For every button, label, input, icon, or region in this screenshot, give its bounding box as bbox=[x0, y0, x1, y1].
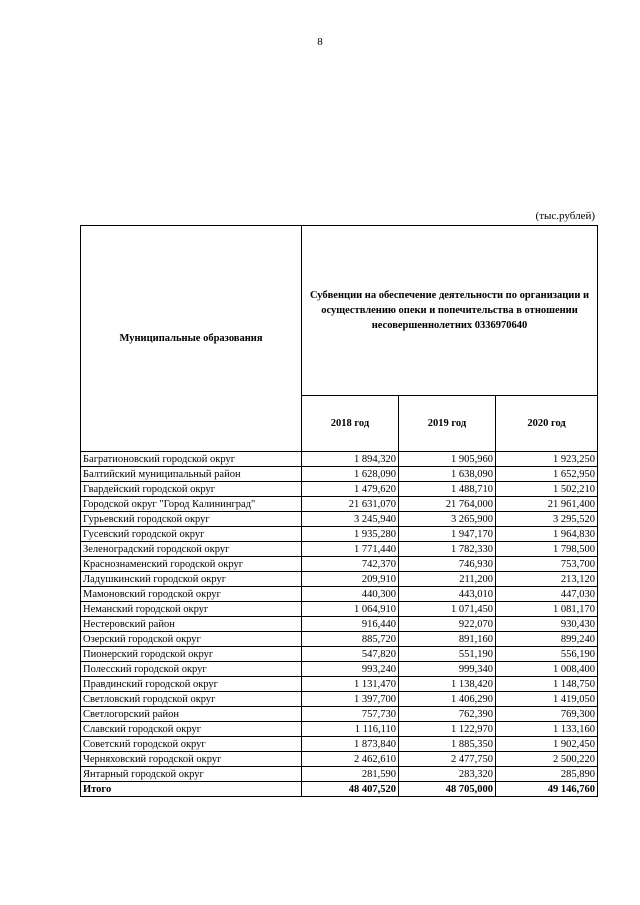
header-year-2019: 2019 год bbox=[399, 396, 496, 452]
value-2018: 209,910 bbox=[302, 572, 399, 587]
table-row bbox=[81, 632, 598, 647]
value-2018: 2 462,610 bbox=[302, 752, 399, 767]
total-2019: 48 705,000 bbox=[399, 782, 496, 797]
municipality-name: Черняховский городской округ bbox=[81, 752, 302, 767]
municipality-name: Нестеровский район bbox=[81, 617, 302, 632]
value-2020: 1 923,250 bbox=[496, 452, 598, 467]
value-2020: 1 964,830 bbox=[496, 527, 598, 542]
value-2020: 769,300 bbox=[496, 707, 598, 722]
value-2018: 993,240 bbox=[302, 662, 399, 677]
table-row bbox=[81, 527, 598, 542]
table-body bbox=[81, 452, 598, 782]
value-2020: 1 652,950 bbox=[496, 467, 598, 482]
value-2019: 999,340 bbox=[399, 662, 496, 677]
value-2019: 551,190 bbox=[399, 647, 496, 662]
municipality-name: Гусевский городской округ bbox=[81, 527, 302, 542]
value-2020: 1 502,210 bbox=[496, 482, 598, 497]
table-row bbox=[81, 482, 598, 497]
value-2019: 1 947,170 bbox=[399, 527, 496, 542]
value-2020: 2 500,220 bbox=[496, 752, 598, 767]
value-2019: 746,930 bbox=[399, 557, 496, 572]
municipality-name: Мамоновский городской округ bbox=[81, 587, 302, 602]
value-2020: 1 081,170 bbox=[496, 602, 598, 617]
value-2018: 742,370 bbox=[302, 557, 399, 572]
table-row bbox=[81, 452, 598, 467]
municipality-name: Гвардейский городской округ bbox=[81, 482, 302, 497]
value-2019: 21 764,000 bbox=[399, 497, 496, 512]
table-row bbox=[81, 737, 598, 752]
value-2018: 1 894,320 bbox=[302, 452, 399, 467]
header-year-2018: 2018 год bbox=[302, 396, 399, 452]
municipality-name: Краснознаменский городской округ bbox=[81, 557, 302, 572]
total-2018: 48 407,520 bbox=[302, 782, 399, 797]
municipality-name: Янтарный городской округ bbox=[81, 767, 302, 782]
municipality-name: Городской округ "Город Калининград" bbox=[81, 497, 302, 512]
municipality-name: Пионерский городской округ bbox=[81, 647, 302, 662]
municipality-name: Светловский городской округ bbox=[81, 692, 302, 707]
header-subvention: Субвенции на обеспечение деятельности по организации и осуществлению опеки и попечительства в отношении несовершеннолетних 0336970640 bbox=[302, 226, 598, 396]
total-row bbox=[81, 782, 598, 797]
value-2018: 916,440 bbox=[302, 617, 399, 632]
value-2019: 1 885,350 bbox=[399, 737, 496, 752]
table-row bbox=[81, 647, 598, 662]
municipality-name: Славский городской округ bbox=[81, 722, 302, 737]
value-2020: 3 295,520 bbox=[496, 512, 598, 527]
table-row bbox=[81, 662, 598, 677]
table-row bbox=[81, 542, 598, 557]
value-2019: 1 122,970 bbox=[399, 722, 496, 737]
value-2018: 1 628,090 bbox=[302, 467, 399, 482]
municipality-name: Озерский городской округ bbox=[81, 632, 302, 647]
municipality-name: Зеленоградский городской округ bbox=[81, 542, 302, 557]
table-row bbox=[81, 467, 598, 482]
municipality-name: Неманский городской округ bbox=[81, 602, 302, 617]
value-2020: 285,890 bbox=[496, 767, 598, 782]
value-2018: 1 873,840 bbox=[302, 737, 399, 752]
table-row bbox=[81, 707, 598, 722]
subvention-table bbox=[80, 225, 598, 797]
header-year-2020: 2020 год bbox=[496, 396, 598, 452]
header-municipalities: Муниципальные образования bbox=[81, 226, 302, 452]
value-2020: 1 008,400 bbox=[496, 662, 598, 677]
table-row bbox=[81, 512, 598, 527]
table-row bbox=[81, 692, 598, 707]
value-2019: 1 638,090 bbox=[399, 467, 496, 482]
value-2018: 547,820 bbox=[302, 647, 399, 662]
value-2020: 1 902,450 bbox=[496, 737, 598, 752]
value-2020: 21 961,400 bbox=[496, 497, 598, 512]
value-2018: 757,730 bbox=[302, 707, 399, 722]
table-row bbox=[81, 752, 598, 767]
value-2018: 1 771,440 bbox=[302, 542, 399, 557]
value-2020: 1 419,050 bbox=[496, 692, 598, 707]
value-2019: 2 477,750 bbox=[399, 752, 496, 767]
value-2020: 213,120 bbox=[496, 572, 598, 587]
value-2018: 281,590 bbox=[302, 767, 399, 782]
value-2019: 1 138,420 bbox=[399, 677, 496, 692]
value-2019: 922,070 bbox=[399, 617, 496, 632]
municipality-name: Балтийский муниципальный район bbox=[81, 467, 302, 482]
value-2019: 211,200 bbox=[399, 572, 496, 587]
value-2019: 1 071,450 bbox=[399, 602, 496, 617]
table-row bbox=[81, 497, 598, 512]
value-2020: 930,430 bbox=[496, 617, 598, 632]
value-2019: 762,390 bbox=[399, 707, 496, 722]
municipality-name: Гурьевский городской округ bbox=[81, 512, 302, 527]
municipality-name: Правдинский городской округ bbox=[81, 677, 302, 692]
municipality-name: Багратионовский городской округ bbox=[81, 452, 302, 467]
value-2020: 753,700 bbox=[496, 557, 598, 572]
value-2020: 1 798,500 bbox=[496, 542, 598, 557]
table-row bbox=[81, 617, 598, 632]
municipality-name: Советский городской округ bbox=[81, 737, 302, 752]
value-2020: 556,190 bbox=[496, 647, 598, 662]
units-label: (тыс.рублей) bbox=[535, 210, 595, 222]
value-2018: 1 397,700 bbox=[302, 692, 399, 707]
value-2019: 1 406,290 bbox=[399, 692, 496, 707]
table-row bbox=[81, 677, 598, 692]
value-2020: 899,240 bbox=[496, 632, 598, 647]
table-row bbox=[81, 767, 598, 782]
value-2020: 1 133,160 bbox=[496, 722, 598, 737]
municipality-name: Полесский городской округ bbox=[81, 662, 302, 677]
value-2019: 1 905,960 bbox=[399, 452, 496, 467]
municipality-name: Светлогорский район bbox=[81, 707, 302, 722]
value-2018: 1 479,620 bbox=[302, 482, 399, 497]
total-2020: 49 146,760 bbox=[496, 782, 598, 797]
value-2020: 1 148,750 bbox=[496, 677, 598, 692]
value-2018: 3 245,940 bbox=[302, 512, 399, 527]
value-2019: 1 782,330 bbox=[399, 542, 496, 557]
value-2018: 1 064,910 bbox=[302, 602, 399, 617]
page-number: 8 bbox=[317, 36, 323, 48]
table-row bbox=[81, 602, 598, 617]
value-2019: 443,010 bbox=[399, 587, 496, 602]
value-2020: 447,030 bbox=[496, 587, 598, 602]
municipality-name: Ладушкинский городской округ bbox=[81, 572, 302, 587]
value-2018: 440,300 bbox=[302, 587, 399, 602]
value-2019: 891,160 bbox=[399, 632, 496, 647]
total-label: Итого bbox=[81, 782, 302, 797]
value-2018: 21 631,070 bbox=[302, 497, 399, 512]
value-2019: 3 265,900 bbox=[399, 512, 496, 527]
table-row bbox=[81, 557, 598, 572]
value-2018: 1 116,110 bbox=[302, 722, 399, 737]
value-2018: 1 935,280 bbox=[302, 527, 399, 542]
value-2018: 1 131,470 bbox=[302, 677, 399, 692]
value-2019: 1 488,710 bbox=[399, 482, 496, 497]
value-2019: 283,320 bbox=[399, 767, 496, 782]
table-row bbox=[81, 587, 598, 602]
table-row bbox=[81, 572, 598, 587]
value-2018: 885,720 bbox=[302, 632, 399, 647]
table-row bbox=[81, 722, 598, 737]
